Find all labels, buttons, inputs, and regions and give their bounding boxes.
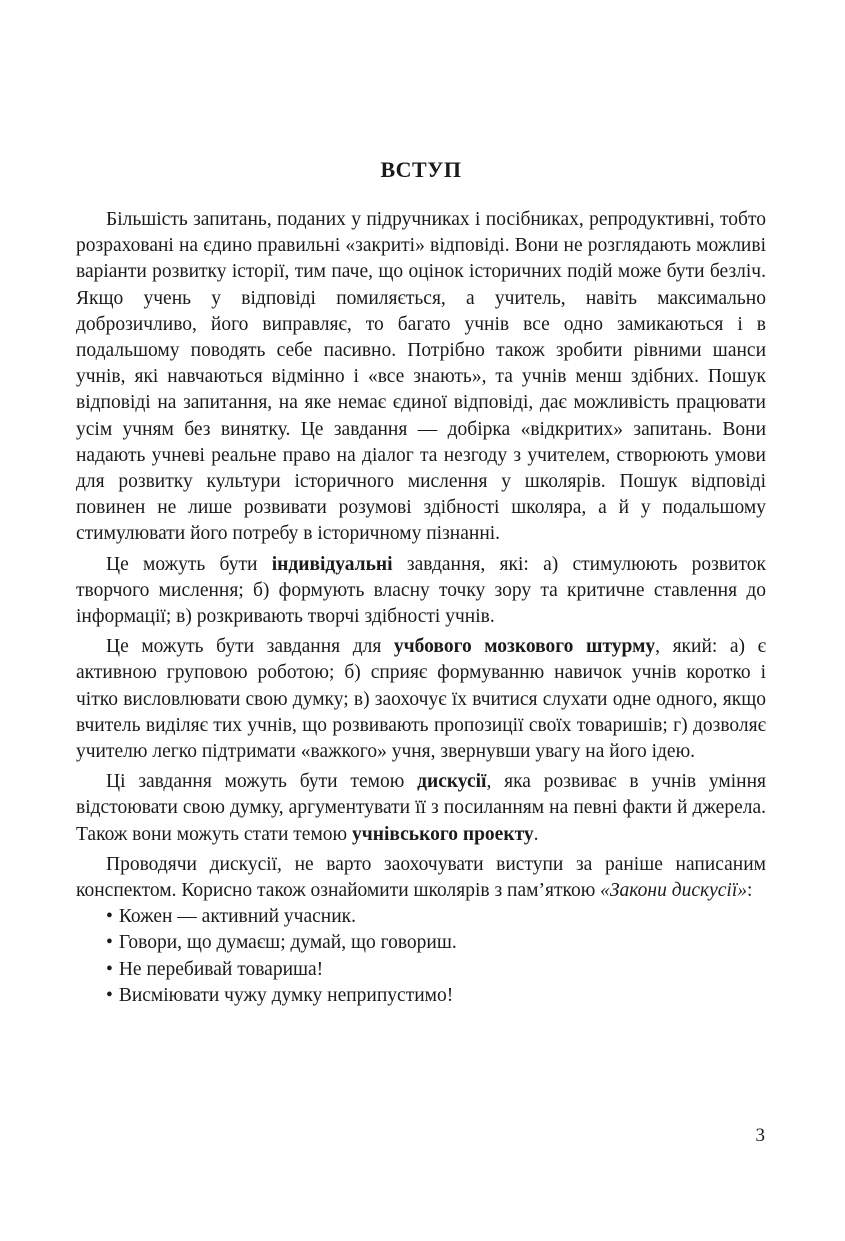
paragraph-intro: Більшість запитань, поданих у підручниках і посібниках, репродуктивні, тобто розраховані на єдино правильні «закриті» відповіді. Вони не розглядають можливі варіанти розвитку історії, тим паче, що оцінок історичних подій може бути безліч. Якщо учень у відповіді помиляється, а учитель, навіть максимально доброзичливо, його виправляє, то багато учнів все одно замикаються і в подальшому поводять себе пасивно. Потрібно також зробити рівними шанси учнів, які навчаються відмінно і «все знають», та учнів менш здібних. Пошук відповіді на запитання, на яке немає єдиної відповіді, дає можливість працювати усім учням без винятку. Це завдання — добірка «відкритих» запитань. Вони надають учневі реальне право на діалог та незгоду з учителем, створюють умови для розвитку культури історичного мислення у школярів. Пошук відповіді повинен не лише розвивати розумові здібності школяра, а й у подальшому стимулювати його потребу в історичному пізнанні. [76, 209, 766, 545]
italic-rules-title: «Закони дискусії» [600, 880, 748, 902]
bold-term-discussion: дискусії [417, 771, 487, 793]
text-span: : [747, 880, 753, 902]
text-span: Це можуть бути завдання для [106, 636, 394, 658]
text-span: Проводячи дискусії, не варто заохочувати виступи за раніше написаним конспектом. Корисно також ознайомити школярів з пам’яткою [76, 853, 766, 902]
paragraph-rules-intro [76, 852, 766, 904]
bullet-icon: • [106, 932, 113, 954]
list-item [76, 930, 766, 956]
list-item-text: Не перебивай товариша! [118, 958, 324, 980]
list-item-text: Говори, що думаєш; думай, що говориш. [118, 932, 457, 954]
list-item-text: Висміювати чужу думку неприпустимо! [118, 984, 454, 1006]
text-span: завдання, які: а) стимулюють розвиток творчого мислення; б) формують власну точку зору та критичне ставлення до інформації; в) розкривають творчі здібності учнів. [76, 553, 766, 628]
list-item [76, 983, 766, 1009]
rules-list [76, 904, 766, 1009]
text-span: Це можуть бути [106, 553, 272, 575]
text-span: Ці завдання можуть бути темою [106, 771, 418, 793]
bold-term-project: учнівського проекту [351, 823, 534, 845]
bullet-icon: • [106, 984, 113, 1006]
bold-term-individual: індивідуальні [271, 553, 393, 575]
list-item-text: Кожен — активний учасник. [118, 906, 356, 928]
body-text [76, 207, 766, 1009]
paragraph-individual [76, 552, 766, 631]
paragraph-brainstorm [76, 634, 766, 765]
page-number: 3 [755, 1125, 765, 1146]
list-item [76, 904, 766, 930]
bold-term-brainstorm: учбового мозкового штурму [393, 636, 656, 658]
paragraph-discussion [76, 769, 766, 848]
text-span: , яка розвиває в учнів уміння відстоювати свою думку, аргументувати її з посиланням на певні факти й джерела. Також вони можуть стати темою [76, 771, 766, 845]
bullet-icon: • [106, 906, 113, 928]
text-span: , який: а) є активною груповою роботою; б) сприяє формуванню навичок учнів коротко і чітко висловлювати свою думку; в) заохочує їх вчитися слухати одне одного, якщо вчитель виділяє тих учнів, що розвивають пропозиції своїх товаришів; г) дозволяє учителю легко підтримати «важкого» учня, звернувши увагу на його ідею. [76, 636, 766, 763]
bullet-icon: • [106, 958, 113, 980]
text-span: . [533, 823, 539, 845]
section-title: ВСТУП [380, 157, 462, 182]
list-item [76, 957, 766, 983]
